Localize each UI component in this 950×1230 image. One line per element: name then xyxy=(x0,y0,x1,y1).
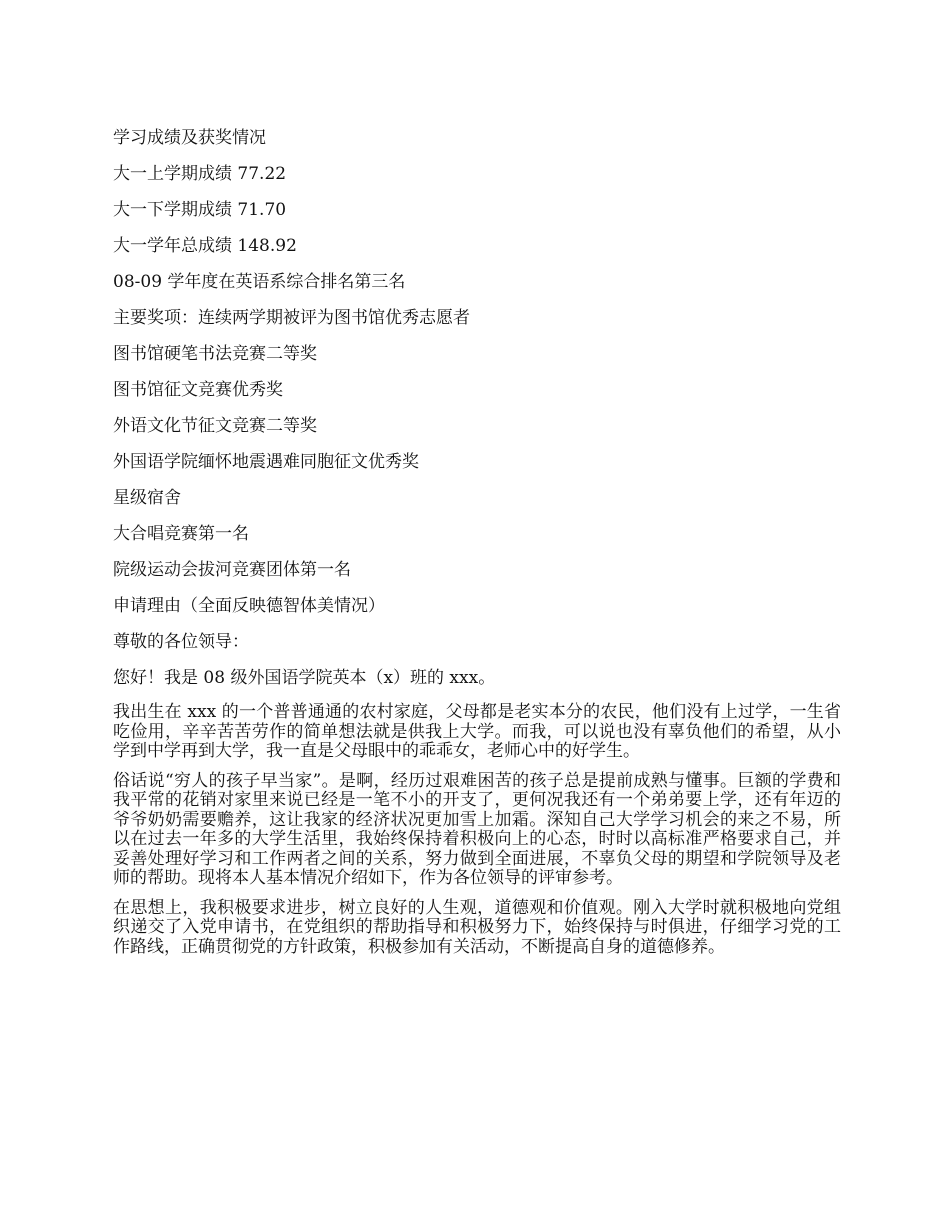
grade-year-total: 大一学年总成绩 148.92 xyxy=(113,236,297,256)
award-tug-of-war: 院级运动会拔河竞赛团体第一名 xyxy=(113,560,351,580)
greeting-line: 您好！我是 08 级外国语学院英本（x）班的 xxx。 xyxy=(113,668,496,688)
document-body xyxy=(113,127,841,967)
award-culture-festival: 外语文化节征文竞赛二等奖 xyxy=(113,416,317,436)
grade-semester-2: 大一下学期成绩 71.70 xyxy=(113,200,287,220)
award-star-dorm: 星级宿舍 xyxy=(113,488,181,508)
award-main: 主要奖项：连续两学期被评为图书馆优秀志愿者 xyxy=(113,308,470,328)
section-heading-grades: 学习成绩及获奖情况 xyxy=(113,128,266,148)
ranking-line: 08-09 学年度在英语系综合排名第三名 xyxy=(113,272,406,292)
award-earthquake-essay: 外国语学院缅怀地震遇难同胞征文优秀奖 xyxy=(113,452,419,472)
award-library-essay: 图书馆征文竞赛优秀奖 xyxy=(113,380,283,400)
salutation: 尊敬的各位领导： xyxy=(113,632,249,652)
award-calligraphy: 图书馆硬笔书法竞赛二等奖 xyxy=(113,344,317,364)
award-chorus: 大合唱竞赛第一名 xyxy=(113,524,249,544)
paragraph-motivation: 俗话说“穷人的孩子早当家”。是啊，经历过艰难困苦的孩子总是提前成熟与懂事。巨额的学费和我平常的花销对家里来说已经是一笔不小的开支了，更何况我还有一个弟弟要上学，还有年迈的爷爷奶奶需要赡养，这让我家的经济状况更加雪上加霜。深知自己大学学习机会的来之不易，所以在过去一年多的大学生活里，我始终保持着积极向上的心态，时时以高标准严格要求自己，并妥善处理好学习和工作两者之间的关系，努力做到全面进展，不辜负父母的期望和学院领导及老师的帮助。现将本人基本情况介绍如下，作为各位领导的评审参考。 xyxy=(113,770,841,888)
paragraph-ideology: 在思想上，我积极要求进步，树立良好的人生观，道德观和价值观。刚入大学时就积极地向党组织递交了入党申请书，在党组织的帮助指导和积极努力下，始终保持与时俱进，仔细学习党的工作路线，正确贯彻党的方针政策，积极参加有关活动，不断提高自身的道德修养。 xyxy=(113,897,841,957)
grade-semester-1: 大一上学期成绩 77.22 xyxy=(113,164,287,184)
paragraph-background: 我出生在 xxx 的一个普普通通的农村家庭，父母都是老实本分的农民，他们没有上过学，一生省吃俭用，辛辛苦苦劳作的简单想法就是供我上大学。而我，可以说也没有辜负他们的希望，从小学到中学再到大学，我一直是父母眼中的乖乖女，老师心中的好学生。 xyxy=(113,702,841,761)
section-heading-reason: 申请理由（全面反映德智体美情况） xyxy=(113,596,385,616)
